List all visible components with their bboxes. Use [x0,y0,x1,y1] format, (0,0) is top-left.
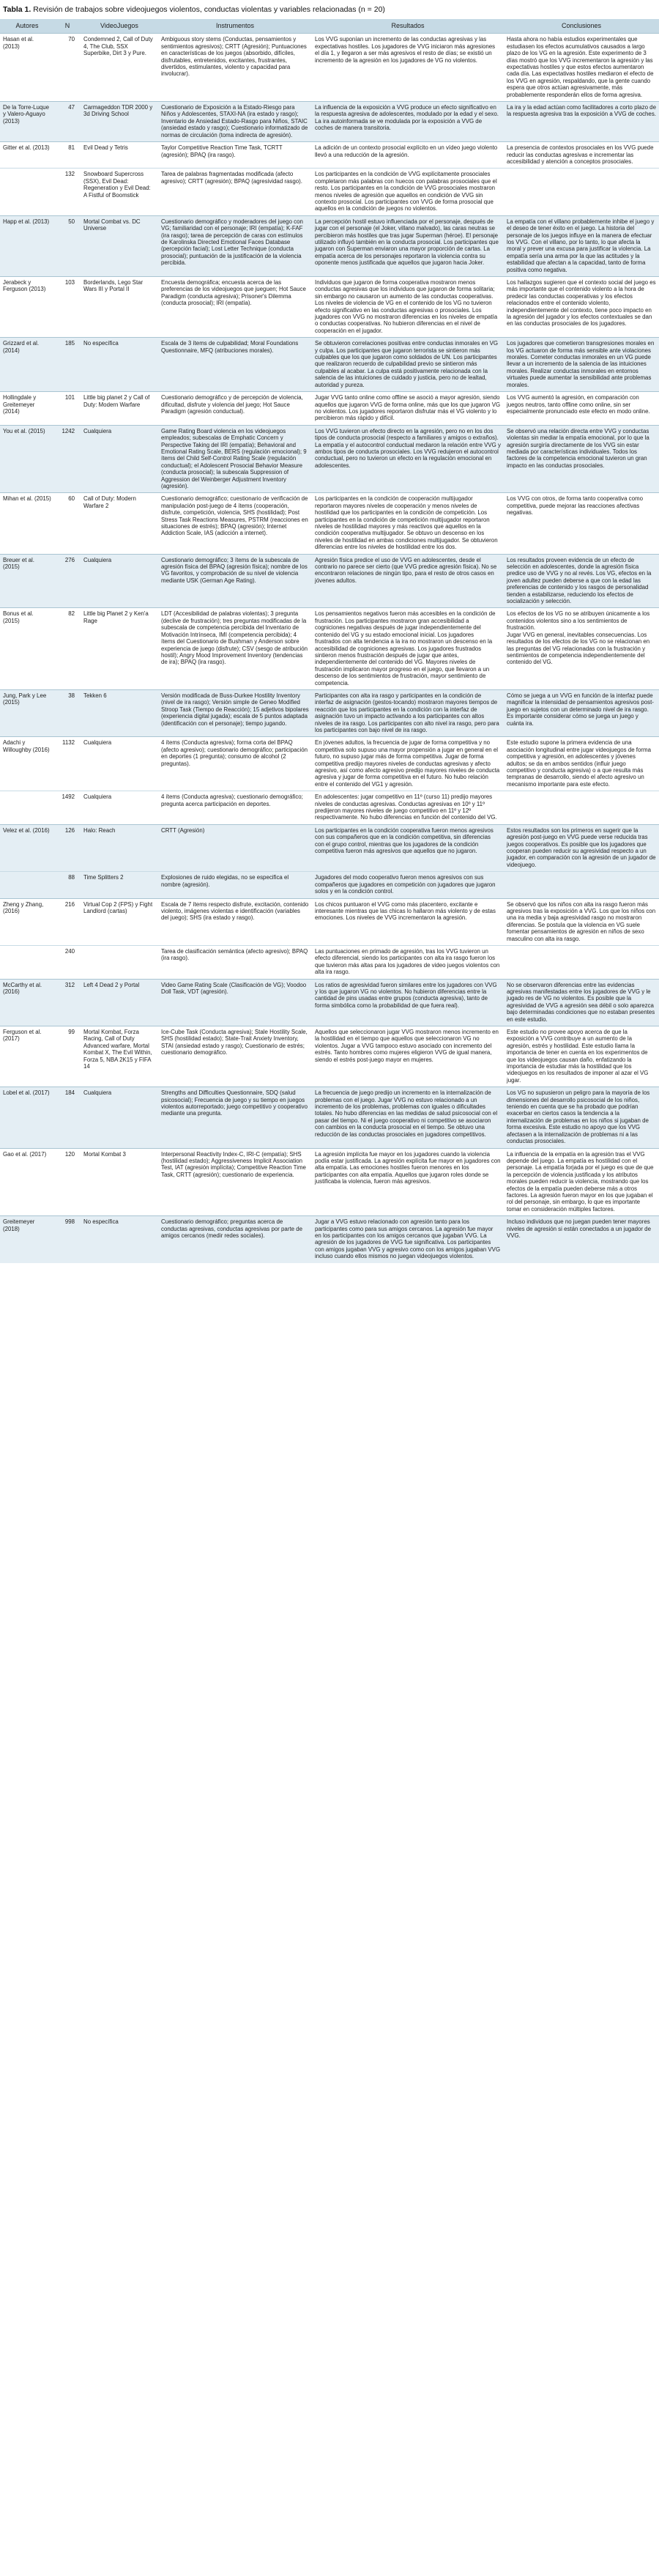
cell-n: 70 [54,34,81,102]
cell-instrumentos: Interpersonal Reactivity Index-C, IRI-C (empatía); SHS (hostilidad estado); Aggressiveness Implicit Association Test, IAT (agresión implícita); Competitive Reaction Time Task, CRTT (agresión); cuestionario de experiencia. [158,1148,312,1216]
cell-autores: You et al. (2015) [0,425,54,493]
cell-resultados: Los participantes en la condición de cooperación multijugador reportaron mayores niveles de cooperación y menos niveles de hostilidad que los participantes en la condición de competición. Los participantes en la condición de competición multijugador reportaron niveles de hostilidad mayores y más reactivos que aquellos en la condición cooperativa multijugador. Se obtuvo un descenso en los niveles de hostilidad en ambas condiciones multijugador. Se obtuvieron diferencias entre los niveles de hostilidad entre los dos. [312,493,504,554]
cell-conclusiones [504,872,659,898]
table-row [0,34,659,102]
table-row [0,979,659,1026]
cell-autores [0,872,54,898]
cell-conclusiones: Se observó que los niños con alta ira rasgo fueron más agresivos tras la exposición a VVG. Los que los niños con una ira media y baja agresividad rasgo no mostraron diferencias. Se postula que la violencia en VG suele fomentar pensamientos de agresión en niños de sexo masculino con alta ira rasgo. [504,898,659,945]
cell-autores: Jung, Park y Lee (2015) [0,689,54,736]
cell-n: 101 [54,392,81,426]
cell-videojuegos: No específica [81,338,158,392]
cell-n: 99 [54,1026,81,1087]
cell-resultados: Los VVG tuvieron un efecto directo en la agresión, pero no en los dos tipos de conducta prosocial (respecto a familiares y amigos o extraños). La empatía y el autocontrol conductual mediaron la relación entre VVG y ambos tipos de conducta prosociales. Los VVG redujeron el autocontrol conductual, pero no tuvieron un efecto en la regulación emocional en adolescentes. [312,425,504,493]
cell-n: 81 [54,142,81,169]
table-row [0,554,659,608]
table-row [0,945,659,979]
header-n: N [54,19,81,34]
cell-conclusiones: Los VVG con otros, de forma tanto cooperativa como competitiva, puede mejorar las reacciones afectivas negativas. [504,493,659,554]
cell-resultados: Agresión física predice el uso de VVG en adolescentes, desde el contrario no parece ser cierto (que VVG predice agresión física). No se encontraron relaciones de ningún tipo, para el resto de otros casos en jóvenes adultos. [312,554,504,608]
cell-resultados: En adolescentes: jugar competitivo en 11º (curso 11) predijo mayores niveles de conductas agresivas. Conductas agresivas en 10º y 11º predijeron mayores niveles de juego competitivo en 11º y 12º respectivamente. No hubo diferencias en función del contenido del VG. [312,791,504,825]
cell-resultados: La influencia de la exposición a VVG produce un efecto significativo en la respuesta agresiva de adolescentes, modulado por la edad y el sexo. La ira autoinformada se ve modulada por la exposición a VVG de coches de manera transitoria. [312,102,504,142]
cell-resultados: La percepción hostil estuvo influenciada por el personaje, después de jugar con el personaje (el Joker, villano malvado), las caras neutras se percibieron más hostiles que tras jugar Superman (héroe). El personaje utilizado influyó también en la conducta prosocial. Los participantes que jugaron con Superman enviaron una mayor proporción de cartas. La empatía acerca de los personajes reportaron la violencia contra su oponente menos justificada que aquellos que jugaron hacia Joker. [312,215,504,276]
cell-videojuegos: Call of Duty: Modern Warfare 2 [81,493,158,554]
cell-videojuegos: No específica [81,1216,158,1263]
table-row [0,277,659,338]
cell-conclusiones: Estos resultados son los primeros en sugerir que la agresión post-juego en VVG puede verse reducida tras juegos cooperativos. Es posible que los jugadores que cooperan pueden reducir su agresividad respecto a un jugador, en comparación con la agresión de un jugador de videojuego. [504,824,659,871]
cell-autores: Hasan et al. (2013) [0,34,54,102]
table-row [0,425,659,493]
cell-autores: Zheng y Zhang, (2016) [0,898,54,945]
cell-conclusiones: Los resultados proveen evidencia de un efecto de selección en adolescentes, donde la agresión física predice uso de VVG y no al revés. Los VG, efectos en la joven adultez pueden deberse a que con la edad las preferencias de contenido y los rasgos de personalidad tienden a estabilizarse, reduciendo los efectos de socialización y selección. [504,554,659,608]
table-row [0,791,659,825]
cell-resultados: Jugar a VVG estuvo relacionado con agresión tanto para los participantes como para sus amigos cercanos. La agresión fue mayor en los participantes con los amigos cercanos que jugaban VVG. La agresión de los jugadores de VVG fue significativa. Los participantes con amigos jugaban VVG y agresivo como con los amigos jugaban VVG incluso cuando ellos mismos no juegan videojuegos violentos. [312,1216,504,1263]
cell-resultados: Los participantes en la condición cooperativa fueron menos agresivos con sus compañeros que en la condición competitiva, sin diferencias con el grupo control, mientras que los jugadores de la condición competitiva fueron más agresivos que aquellos que no jugaron. [312,824,504,871]
cell-instrumentos: Versión modificada de Buss-Durkee Hostility Inventory (nivel de ira rasgo); Versión simple de Geneo Modified Stroop Task (Tiempo de Reacción); 15 adjetivos bipolares (experiencia digital jugada); escala de 5 puntos adaptada (identificación con el personaje); tiempo jugando. [158,689,312,736]
cell-autores: Ferguson et al. (2017) [0,1026,54,1087]
table-caption-text: Revisión de trabajos sobre videojuegos violentos, conductas violentas y variables relacionadas (n = 20) [33,5,385,14]
cell-videojuegos: Halo: Reach [81,824,158,871]
cell-instrumentos: 4 ítems (Conducta agresiva); forma corta del BPAQ (afecto agresivo); cuestionario demográfico; participación en deportes (1 pregunta); consumo de alcohol (2 preguntas). [158,737,312,791]
cell-instrumentos: Ice-Cube Task (Conducta agresiva); Stale Hostility Scale, SHS (hostilidad estado); State-Trait Anxiety Inventory, STAI (ansiedad estado y rasgo); Cuestionario de estrés; cuestionario demográfico. [158,1026,312,1087]
cell-conclusiones: Los hallazgos sugieren que el contexto social del juego es más importante que el contenido violento a la hora de predecir las conductas cooperativas y los efectos relacionados entre el contenido violento, independientemente del contexto, tiene poco impacto en la agresión del jugador y los efectos contextuales se dan en las conductas prosociales de los jugadores. [504,277,659,338]
table-row [0,872,659,898]
cell-n: 47 [54,102,81,142]
cell-videojuegos: Mortal Kombat 3 [81,1148,158,1216]
cell-instrumentos: Cuestionario demográfico; preguntas acerca de conductas agresivas, conductas agresivas por parte de amigos cercanos (medir redes sociales). [158,1216,312,1263]
cell-autores: McCarthy et al. (2016) [0,979,54,1026]
cell-conclusiones: Este estudio supone la primera evidencia de una asociación longitudinal entre jugar videojuegos de forma competitiva y agresión, en adolescentes y jóvenes adultos; se da en ambos sentidos (influir juego competitivo y conducta agresiva) o a que resulta más tempranas de desarrollo, siendo el afecto agresivo un mecanismo importante para este efecto. [504,737,659,791]
cell-instrumentos: 4 ítems (Conducta agresiva); cuestionario demográfico; pregunta acerca participación en deportes. [158,791,312,825]
table-row [0,102,659,142]
cell-resultados: Los pensamientos negativos fueron más accesibles en la condición de frustración. Los participantes mostraron gran accesibilidad a cogniciones negativas después de jugar independientemente del contenido del VG y su estado emocional inicial. Los jugadores frustrados con alta tendencia a la ira no mostraron un descenso en la accesibilidad de cogniciones agresivas. Los jugadores frustrados sintieron menos frustración después de jugar que antes, independientemente del contenido del VG. Mayores niveles de frustración implicaron mayor progreso en el juego, que llevaron a un descenso de los sentimientos de frustración, mayor sentimiento de competencia. [312,608,504,689]
cell-n: 276 [54,554,81,608]
cell-autores: Adachi y Willoughby (2016) [0,737,54,791]
header-instrumentos: Instrumentos [158,19,312,34]
cell-instrumentos: Explosiones de ruido elegidas, no se especifica el nombre (agresión). [158,872,312,898]
cell-autores [0,945,54,979]
cell-conclusiones [504,945,659,979]
cell-instrumentos: Escala de 7 ítems respecto disfrute, excitación, contenido violento, imágenes violentas e identificación (variables del juego); SHS (ira estado y rasgo). [158,898,312,945]
cell-instrumentos: Cuestionario demográfico; 3 ítems de la subescala de agresión física del BPAQ (agresión física); nombre de los VG favoritos, y comprobación de su nivel de violencia mediante USK (German Age Rating). [158,554,312,608]
cell-n: 60 [54,493,81,554]
cell-conclusiones: Se observó una relación directa entre VVG y conductas violentas sin mediar la empatía emocional, por lo que la agresión surgiría directamente de los VVG sin estar mediada por características individuales. Todos los factores de la competencia emocional tuvieron un gran impacto en las conductas prosociales. [504,425,659,493]
cell-n: 132 [54,169,81,215]
cell-resultados: La frecuencia de juego predijo un incremento en la internalización de problemas con el juego. Jugar VVG no estuvo relacionado a un incremento de los problemas, problemas con iguales o dificultades totales. No hubo diferencias en las medidas de salud psicosocial con el pasar del tiempo. Ni el juego cooperativo ni competitivo se asociaron con cambios en la conducta prosocial en el tiempo. Se obtuvo una reducción de las conductas prosociales en jugadores competitivos. [312,1087,504,1148]
cell-n: 126 [54,824,81,871]
cell-instrumentos: Game Rating Board violencia en los videojuegos empleados; subescalas de Emphatic Concern y Perspective Taking del IRI (empatía); Behavioral and Emotional Rating Scale, BERS (regulación emocional); 9 ítems del Child Self-Control Rating Scale (regulación conductual); el Adolescent Prosocial Behavior Measure (conducta prosocial); la subescala Suppression of Aggression del Weinberger Adjustment Inventory (agresión). [158,425,312,493]
cell-resultados: Jugadores del modo cooperativo fueron menos agresivos con sus compañeros que jugadores en competición con jugadores que jugaron solos y en la condición control. [312,872,504,898]
cell-autores: Grizzard et al. (2014) [0,338,54,392]
cell-conclusiones [504,791,659,825]
cell-instrumentos: CRTT (Agresión) [158,824,312,871]
cell-instrumentos: Ambiguous story stems (Conductas, pensamientos y sentimientos agresivos); CRTT (Agresión); Puntuaciones en características de los juegos (absorbido, difíciles, disfrutables, entretenidos, excitantes, frustrantes, divertidos, estimulantes, violento y capacidad para involucrar). [158,34,312,102]
table-caption [0,4,659,19]
cell-conclusiones [504,169,659,215]
cell-n: 88 [54,872,81,898]
cell-resultados: Individuos que jugaron de forma cooperativa mostraron menos conductas agresivas que los individuos que jugaron de forma solitaria; sin embargo no causaron un aumento de las conductas cooperativas. Los niveles de violencia de VG en el contenido de los VG no tuvieron efecto significativo en las conductas agresivas o prosociales. Los jugadores con VVG no mostraron diferencias en los niveles de empatía o conductas cooperativas. No hubieron diferencias en el nivel de cooperación en el jugador. [312,277,504,338]
cell-videojuegos: Borderlands, Lego Star Wars III y Portal II [81,277,158,338]
cell-resultados: Jugar VVG tanto online como offline se asoció a mayor agresión, siendo aquellos que jugaron VVG de forma online, más que los que jugaron VG no violentos. Los jugadores reportaron disfrutar más el VG violento y lo percibieron más rápido y difícil. [312,392,504,426]
cell-resultados: La adición de un contexto prosocial explícito en un vídeo juego violento llevó a una reducción de la agresión. [312,142,504,169]
table-row [0,392,659,426]
table-row [0,1148,659,1216]
cell-resultados: Participantes con alta ira rasgo y participantes en la condición de interfaz de asignación (gestos-tocando) mostraron mayores tiempos de reacción que los participantes en la condición con la interfaz de asignación tuvo un impacto activando a los participantes con altos niveles de ira rasgo. Los participantes con alto nivel ira rasgo, pero para los participantes con bajo nivel de ira rasgo. [312,689,504,736]
cell-videojuegos: Condemned 2, Call of Duty 4, The Club, SSX Superbike, Dirt 3 y Pure. [81,34,158,102]
cell-conclusiones: No se observaron diferencias entre las evidencias agresivas manifestadas entre los jugadores de VVG y le jugado res de VG no violentos. Es posible que la agresividad de VVG a agresión sea débil o solo aparezca bajo determinadas condiciones que no estaban presentes en este estudio. [504,979,659,1026]
cell-videojuegos: Time Splitters 2 [81,872,158,898]
table-row [0,824,659,871]
header-autores: Autores [0,19,54,34]
table-row [0,608,659,689]
cell-videojuegos: Cualquiera [81,737,158,791]
cell-n: 216 [54,898,81,945]
cell-n: 312 [54,979,81,1026]
table-row [0,1216,659,1263]
cell-resultados: Los ratios de agresividad fueron similares entre los jugadores con VVG y los que jugaron VG no violentos. No hubieron diferencias entre la cantidad de pins usadas entre grupos (conducta agresiva), tanto de forma simbólica como la probabilidad de que fuera real). [312,979,504,1026]
table-row [0,1087,659,1148]
cell-autores [0,169,54,215]
cell-n: 185 [54,338,81,392]
cell-videojuegos: Little big planet 2 y Call of Duty: Modern Warfare [81,392,158,426]
cell-conclusiones: Los VVG aumentó la agresión, en comparación con juegos neutros, tanto offline como online, sin ser especialmente pronunciado este efecto en modo online. [504,392,659,426]
cell-videojuegos: Snowboard Supercross (SSX), Evil Dead: Regeneration y Evil Dead: A Fistful of Boomstick [81,169,158,215]
header-conclusiones: Conclusiones [504,19,659,34]
cell-autores: Gao et al. (2017) [0,1148,54,1216]
header-videojuegos: VideoJuegos [81,19,158,34]
cell-videojuegos: Cualquiera [81,1087,158,1148]
cell-videojuegos [81,945,158,979]
cell-instrumentos: Encuesta demográfica; encuesta acerca de las preferencias de los videojuegos que jueguen; Hot Sauce Paradigm (conducta agresiva); Prisoner's Dilemma (conducta prosocial); IRI (empatía). [158,277,312,338]
cell-videojuegos: Tekken 6 [81,689,158,736]
cell-autores: Happ et al. (2013) [0,215,54,276]
cell-instrumentos: Cuestionario demográfico; cuestionario de verificación de manipulación post-juego de 4 ítems (cooperación, disfrute, competición, violencia, SHS (hostilidad); Post Stress Task Reactions Measures, PSTRM (reacciones en situaciones de estrés); BPAQ (agresión); Internet Addiction Scale, IAS (adicción a internet). [158,493,312,554]
cell-videojuegos: Cualquiera [81,425,158,493]
cell-n: 1492 [54,791,81,825]
cell-conclusiones: Incluso individuos que no juegan pueden tener mayores niveles de agresión si están conectados a un jugador de VVG. [504,1216,659,1263]
header-resultados: Resultados [312,19,504,34]
cell-instrumentos: Tarea de palabras fragmentadas modificada (afecto agresivo); CRTT (agresión); BPAQ (agresividad rasgo). [158,169,312,215]
cell-n: 998 [54,1216,81,1263]
cell-resultados: La agresión implícita fue mayor en los jugadores cuando la violencia podía estar justificada. La agresión explícita fue mayor en jugadores con alta empatía. Las emociones hostiles fueron menores en los participantes con alta empatía. Aquellos que jugaron roles donde se justificaba la violencia, fueron más agresivos. [312,1148,504,1216]
cell-resultados: Los chicos puntuaron el VVG como más placentero, excitante e interesante mientras que las chicas lo hallaron más violento y de estas emociones. Los niveles de VVG incrementaron la agresión. [312,898,504,945]
cell-n: 38 [54,689,81,736]
cell-resultados: Los VVG suponían un incremento de las conductas agresivas y las expectativas hostiles. Los jugadores de VVG iniciaron más agresiones el día 1, y llegaron a ser más agresivos el resto de días; se existió un incremento de la agresión en los jugadores de VG no violentos. [312,34,504,102]
cell-n: 82 [54,608,81,689]
cell-resultados: Se obtuvieron correlaciones positivas entre conductas inmorales en VG y culpa. Los participantes que jugaron terrorista se sintieron más culpables que los que jugaron como soldados de UN. Los participantes que realizaron recuerdo de culpabilidad previo se sintieron más culpables al acabar. La culpa está positivamente relacionada con la salencia de las intuiciones de cuidado y justicia, pero no de lealtad, autoridad y pureza. [312,338,504,392]
cell-autores: Velez et al. (2016) [0,824,54,871]
cell-instrumentos: Escala de 3 ítems de culpabilidad; Moral Foundations Questionnaire, MFQ (atribuciones morales). [158,338,312,392]
cell-instrumentos: Taylor Competitive Reaction Time Task, TCRTT (agresión); BPAQ (ira rasgo). [158,142,312,169]
table-body [0,34,659,1263]
cell-conclusiones: Los jugadores que cometieron transgresiones morales en los VG actuaron de forma más sensible ante violaciones morales. Cometer conductas inmorales en un VG puede llevar a un incremento de la salencia de las intuiciones morales. Realizar conductas inmorales en entornos virtuales puede aumentar la sensibilidad ante problemas morales. [504,338,659,392]
cell-conclusiones: La empatía con el villano probablemente inhibe el juego y el deseo de tener éxito en el juego. La historia del personaje de los juegos influye en la manera de efectuar los VVG. Con el villano, por lo tanto, lo que afecta la moral y prever una excusa para justificar la violencia. La empatía sería una arma por la que las actitudes y la estabilidad que afectan a la capacidad, tanto de forma positiva como negativa. [504,215,659,276]
table-row [0,1026,659,1087]
cell-videojuegos: Left 4 Dead 2 y Portal [81,979,158,1026]
cell-autores: Jerabeck y Ferguson (2013) [0,277,54,338]
cell-videojuegos: Carmageddon TDR 2000 y 3d Driving School [81,102,158,142]
cell-conclusiones: La influencia de la empatía en la agresión tras el VVG depende del juego. La empatía es hostilidad con el personaje. La empatía forjada por el juego es que de que la percepción de violencia justificada y los atributos morales pueden reducir la violencia, mostrando que los efectos de la empatía pueden deberse más a otros factores. La agresión fueron mayor en los que jugaban el rol del personaje, sin embargo, lo que es importante tomar en consideración múltiples factores. [504,1148,659,1216]
cell-autores [0,791,54,825]
cell-resultados: Los participantes en la condición de VVG explícitamente prosociales completaron más palabras con huecos con palabras prosociales que el resto. Los participantes en la condición de VVG prosociales mostraron menos niveles de agresión que aquellos en condición de VVG sin contexto prosocial. Los participantes con VVG de forma prosocial que aquellos en la condición de juegos no violentos. [312,169,504,215]
cell-autores: Gitter et al. (2013) [0,142,54,169]
cell-conclusiones: Cómo se juega a un VVG en función de la interfaz puede magnificar la intensidad de pensamientos agresivos post-juego en sujetos con un determinado nivel de ira rasgo. Es importante considerar cómo se juega un juego y cuánta ira. [504,689,659,736]
cell-resultados: Aquellos que seleccionaron jugar VVG mostraron menos incremento en la hostilidad en el tiempo que aquellos que seleccionaron VG no violentos. Jugar a VVG tampoco estuvo asociado con incremento del estrés. Tanto hombres como mujeres eligieron VVG de igual manera, siendo el estrés post-juego mayor en mujeres. [312,1026,504,1087]
cell-n: 184 [54,1087,81,1148]
cell-videojuegos: Cualquiera [81,554,158,608]
cell-instrumentos: Cuestionario demográfico y de percepción de violencia, dificultad, disfrute y violencia del juego; Hot Sauce Paradigm (agresión conductual). [158,392,312,426]
cell-conclusiones: Los VG no supusieron un peligro para la mayoría de los dimensiones del desarrollo psicosocial de los niños, teniendo en cuenta que se ha probado que podrían exacerbar en ciertos casos la tendencia a la internalización de problemas en los niños si jugaban de forma excesiva. Este estudio no apoyo que los VVG afectasen a la internalización de problemas ni a las conductas prosociales. [504,1087,659,1148]
table-row [0,898,659,945]
review-table [0,19,659,1263]
cell-resultados: En jóvenes adultos, la frecuencia de jugar de forma competitiva y no competitiva solo supuso una mayor propensión a jugar en general en el futuro, no supuso jugar más de forma competitiva. Jugar de forma competitiva predijo mayores niveles de conductas agresivas y afecto agresivo, así como afecto agresivo predijo mayores niveles de conducta agresiva y jugar de forma competitiva en el futuro. No hubo relación entre el contenido del VG1 y agresión. [312,737,504,791]
cell-n: 240 [54,945,81,979]
cell-resultados: Las puntuaciones en primado de agresión, tras los VVG tuvieron un efecto diferencial, siendo los participantes con alta ira rasgo fueron los que tuvieron más altas para los jugadores de video juegos violentos con alta ira rasgo. [312,945,504,979]
table-row [0,737,659,791]
cell-autores: Bonus et al. (2015) [0,608,54,689]
cell-videojuegos: Mortal Kombat, Forza Racing, Call of Duty Advanced warfare, Mortal Kombat X, The Evil Within, Forza 5, NBA 2K15 y FIFA 14 [81,1026,158,1087]
table-row [0,338,659,392]
cell-n: 1242 [54,425,81,493]
cell-autores: Lobel et al. (2017) [0,1087,54,1148]
cell-videojuegos: Little big Planet 2 y Ken'a Rage [81,608,158,689]
table-row [0,169,659,215]
cell-autores: Hollingdale y Greitemeyer (2014) [0,392,54,426]
cell-videojuegos: Virtual Cop 2 (FPS) y Fight Landlord (cartas) [81,898,158,945]
cell-instrumentos: Strengths and Difficulties Questionnaire, SDQ (salud psicosocial); Frecuencia de juego y su tiempo en juegos violentos autorreportado; juego competitivo y cooperativo mediante una pregunta. [158,1087,312,1148]
cell-n: 1132 [54,737,81,791]
table-header-row [0,19,659,34]
table-caption-label: Tabla 1. [3,5,31,14]
cell-n: 103 [54,277,81,338]
cell-conclusiones: La presencia de contextos prosociales en los VVG puede reducir las conductas agresivas e incrementar las accesibilidad y atención a conceptos prosociales. [504,142,659,169]
cell-conclusiones: Este estudio no provee apoyo acerca de que la exposición a VVG contribuye a un aumento de la agresión, estrés y hostilidad. Este estudio llama la importancia de tener en cuenta en los experimentos de que los videojuegos causan daño, enfatizando la importancia de estudiar más la hostilidad que los videojuegos en los resultados de imponer al azar el VG jugar. [504,1026,659,1087]
cell-autores: Breuer et al. (2015) [0,554,54,608]
cell-instrumentos: Tarea de clasificación semántica (afecto agresivo); BPAQ (ira rasgo). [158,945,312,979]
cell-n: 120 [54,1148,81,1216]
table-row [0,493,659,554]
cell-n: 50 [54,215,81,276]
table-row [0,142,659,169]
cell-conclusiones: La ira y la edad actúan como facilitadores a corto plazo de la respuesta agresiva tras la exposición a VVG de coches. [504,102,659,142]
cell-instrumentos: Cuestionario de Exposición a la Estado-Riesgo para Niños y Adolescentes, STAXI-NA (ira estado y rasgo); Inventario de Ansiedad Estado-Rasgo para Niños, STAIC (ansiedad estado y rasgo); Cuestionario informatizado de normas de circulación (toma indirecta de agresión). [158,102,312,142]
cell-autores: Mihan et al. (2015) [0,493,54,554]
cell-instrumentos: Cuestionario demográfico y moderadores del juego con VG; familiaridad con el personaje; IRI (empatía); K-FAF (ira rasgo); tarea de percepción de caras con estímulos de Karolinska Directed Emotional Faces Database (percepción facial); Lost Letter Technique (conducta prosocial); puntuación de la justificación de la violencia percibida. [158,215,312,276]
table-row [0,689,659,736]
cell-videojuegos: Mortal Combat vs. DC Universe [81,215,158,276]
cell-instrumentos: LDT (Accesibilidad de palabras violentas); 3 pregunta (declive de frustración); tres preguntas modificadas de la subescala de competencia percibida del Inventario de Motivación Intrínseca, IMI (competencia percibida); 4 ítems del Cuestionario de Bushman y Anderson sobre experiencia de juego (disfrute); CSV (sesgo de atribución hostil); Angry Mood Improvement Inventory (tendencias de ira); BPAQ (ira rasgo). [158,608,312,689]
cell-videojuegos: Cualquiera [81,791,158,825]
cell-conclusiones: Los efectos de los VG no se atribuyen únicamente a los contenidos violentos sino a los sentimientos de frustración. Jugar VVG en general, inevitables consecuencias. Los resultados de los efectos de los VG no se relacionan en las preguntas del VG relacionadas con la frustración y sentimientos de competencia independientemente del contenido del VG. [504,608,659,689]
cell-autores: Greitemeyer (2018) [0,1216,54,1263]
cell-autores: De la Torre-Luque y Valero-Aguayo (2013) [0,102,54,142]
table-row [0,215,659,276]
cell-instrumentos: Video Game Rating Scale (Clasificación de VG); Voodoo Doll Task, VDT (agresión). [158,979,312,1026]
cell-videojuegos: Evil Dead y Tetris [81,142,158,169]
cell-conclusiones: Hasta ahora no había estudios experimentales que estudiasen los efectos acumulativos causados a largo plazo de los VG en la agresión. Este experimento de 3 días mostró que los VVG incrementaron la agresión y las expectativas hostiles y que estos efectos aumentaron cada día. Las expectativas hostiles mediaron el efecto de los VVG en agresión, respaldando, que la gente cuando espera que otros actúan agresivamente, más probablemente responderán ellos de forma agresiva. [504,34,659,102]
